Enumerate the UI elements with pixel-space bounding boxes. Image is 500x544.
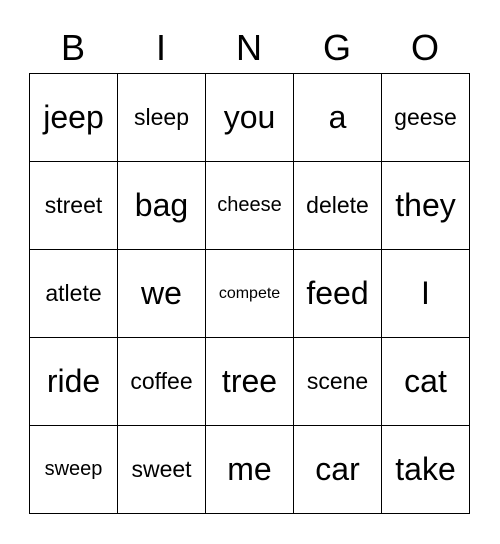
header-letter-g: G xyxy=(322,27,351,68)
bingo-cell[interactable]: car xyxy=(294,426,382,514)
header-letter-o: O xyxy=(410,27,439,68)
bingo-cell[interactable]: I xyxy=(382,250,470,338)
bingo-cell[interactable]: cat xyxy=(382,338,470,426)
bingo-cell[interactable]: cheese xyxy=(206,162,294,250)
bingo-header xyxy=(29,22,471,74)
bingo-cell[interactable]: sleep xyxy=(118,74,206,162)
bingo-cell[interactable]: we xyxy=(118,250,206,338)
bingo-cell[interactable]: sweep xyxy=(30,426,118,514)
bingo-cell[interactable]: jeep xyxy=(30,74,118,162)
bingo-cell[interactable]: atlete xyxy=(30,250,118,338)
bingo-cell[interactable]: scene xyxy=(294,338,382,426)
bingo-cell[interactable]: compete xyxy=(206,250,294,338)
bingo-cell[interactable]: street xyxy=(30,162,118,250)
bingo-cell[interactable]: bag xyxy=(118,162,206,250)
bingo-cell[interactable]: coffee xyxy=(118,338,206,426)
bingo-cell[interactable]: you xyxy=(206,74,294,162)
bingo-cell[interactable]: they xyxy=(382,162,470,250)
bingo-cell[interactable]: me xyxy=(206,426,294,514)
bingo-cell[interactable]: geese xyxy=(382,74,470,162)
bingo-cell[interactable]: delete xyxy=(294,162,382,250)
bingo-cell[interactable]: sweet xyxy=(118,426,206,514)
header-letter-b: B xyxy=(60,27,85,68)
header-letter-n: N xyxy=(236,27,262,68)
bingo-cell[interactable]: ride xyxy=(30,338,118,426)
header-letter-i: I xyxy=(155,27,166,68)
bingo-cell[interactable]: tree xyxy=(206,338,294,426)
bingo-cell[interactable]: feed xyxy=(294,250,382,338)
bingo-cell[interactable]: take xyxy=(382,426,470,514)
bingo-card-grid xyxy=(29,73,470,514)
bingo-cell[interactable]: a xyxy=(294,74,382,162)
